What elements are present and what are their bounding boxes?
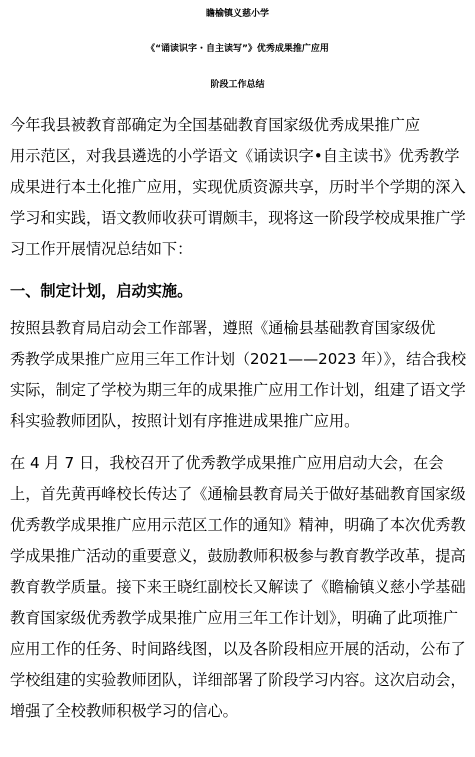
paragraph-line: 增强了全校教师积极学习的信心。 xyxy=(10,702,238,720)
paragraph-line: 学成果推广活动的重要意义，鼓励教师积极参与教育教学改革，提高 xyxy=(10,547,466,565)
paragraph-line: 科实验教师团队，按照计划有序推进成果推广应用。 xyxy=(10,412,360,430)
paragraph-line: 实际，制定了学校为期三年的成果推广应用工作计划，组建了语文学 xyxy=(10,381,466,399)
paragraph-line: 秀教学成果推广应用三年工作计划（2021——2023 年）》，结合我校 xyxy=(10,350,467,368)
paragraph-line: 优秀教学成果推广应用示范区工作的通知》精神，明确了本次优秀教 xyxy=(10,516,466,534)
paragraph-line: 学校组建的实验教师团队，详细部署了阶段学习内容。这次启动会， xyxy=(10,671,466,689)
paragraph-line: 教育教学质量。接下来王晓红副校长又解读了《瞻榆镇义慈小学基础 xyxy=(10,578,466,596)
project-title: 《“诵读识字・自主读写”》优秀成果推广应用 xyxy=(146,44,329,54)
paragraph-line: 教育国家级优秀教学成果推广应用三年工作计划》，明确了此项推广 xyxy=(10,609,459,627)
paragraph-line: 学习和实践，语文教师收获可谓颇丰，现将这一阶段学校成果推广学 xyxy=(10,209,466,227)
paragraph-line: 用示范区，对我县遴选的小学语文《诵读识字•自主读书》优秀教学 xyxy=(10,147,460,165)
summary-title: 阶段工作总结 xyxy=(210,80,265,90)
paragraph-line: 今年我县被教育部确定为全国基础教育国家级优秀成果推广应 xyxy=(10,116,421,134)
school-name-title: 瞻榆镇义慈小学 xyxy=(205,9,269,19)
paragraph-line: 习工作开展情况总结如下： xyxy=(10,240,193,258)
paragraph-line: 应用工作的任务、时间路线图，以及各阶段相应开展的活动，公布了 xyxy=(10,640,466,658)
paragraph-line: 按照县教育局启动会工作部署，遵照《通榆县基础教育国家级优 xyxy=(10,319,436,337)
paragraph-line: 在 4 月 7 日，我校召开了优秀教学成果推广应用启动大会，在会 xyxy=(10,454,444,472)
paragraph-line: 成果进行本土化推广应用，实现优质资源共享，历时半个学期的深入 xyxy=(10,178,466,196)
paragraph-line: 上，首先黄再峰校长传达了《通榆县教育局关于做好基础教育国家级 xyxy=(10,485,466,503)
section-heading: 一、制定计划，启动实施。 xyxy=(10,282,193,300)
